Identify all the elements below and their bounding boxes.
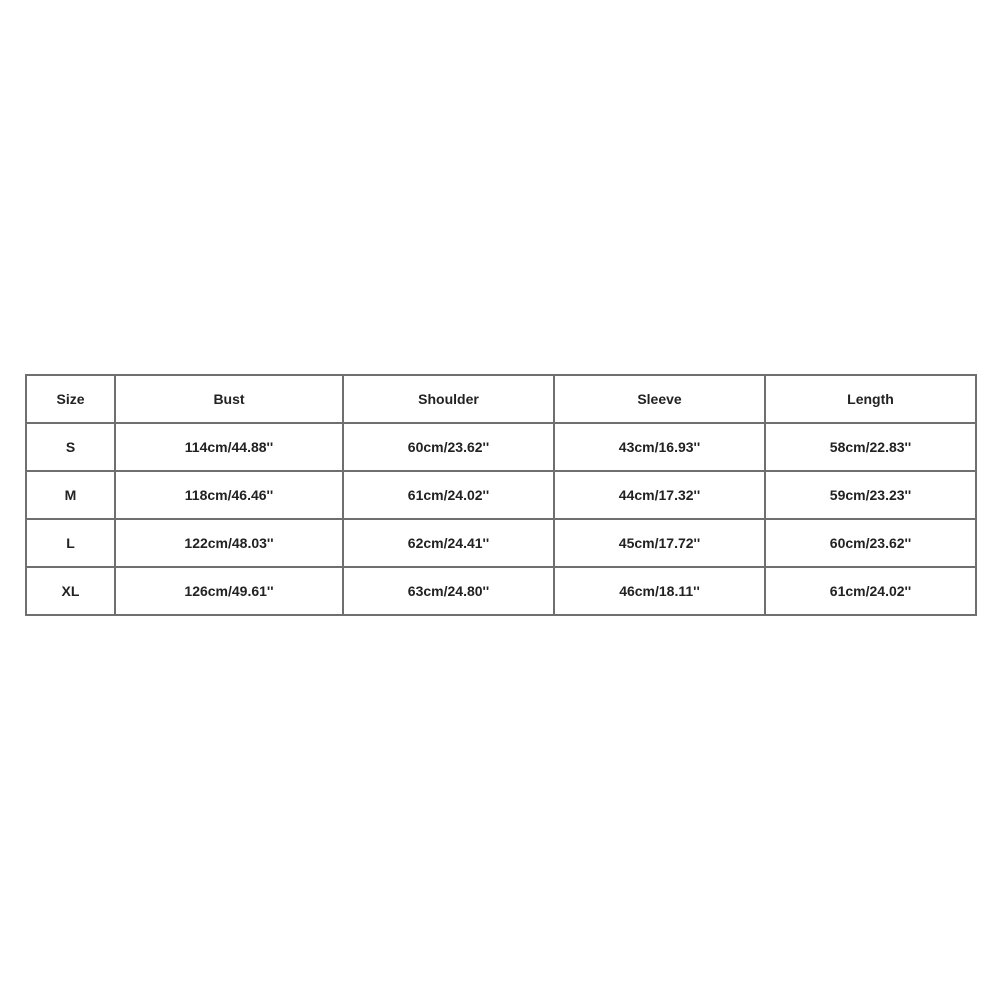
size-chart-table [25, 374, 977, 616]
header-size: Size [26, 375, 115, 423]
table-row [26, 519, 976, 567]
cell-shoulder: 62cm/24.41'' [343, 519, 554, 567]
cell-sleeve: 43cm/16.93'' [554, 423, 765, 471]
cell-size: M [26, 471, 115, 519]
cell-shoulder: 61cm/24.02'' [343, 471, 554, 519]
cell-bust: 126cm/49.61'' [115, 567, 343, 615]
cell-bust: 118cm/46.46'' [115, 471, 343, 519]
cell-length: 61cm/24.02'' [765, 567, 976, 615]
table-row [26, 471, 976, 519]
cell-bust: 122cm/48.03'' [115, 519, 343, 567]
cell-length: 59cm/23.23'' [765, 471, 976, 519]
cell-sleeve: 46cm/18.11'' [554, 567, 765, 615]
cell-size: S [26, 423, 115, 471]
header-bust: Bust [115, 375, 343, 423]
table-row [26, 567, 976, 615]
cell-size: XL [26, 567, 115, 615]
table-row [26, 423, 976, 471]
cell-shoulder: 60cm/23.62'' [343, 423, 554, 471]
header-length: Length [765, 375, 976, 423]
header-sleeve: Sleeve [554, 375, 765, 423]
header-shoulder: Shoulder [343, 375, 554, 423]
cell-length: 58cm/22.83'' [765, 423, 976, 471]
cell-sleeve: 45cm/17.72'' [554, 519, 765, 567]
cell-length: 60cm/23.62'' [765, 519, 976, 567]
cell-size: L [26, 519, 115, 567]
cell-bust: 114cm/44.88'' [115, 423, 343, 471]
cell-shoulder: 63cm/24.80'' [343, 567, 554, 615]
cell-sleeve: 44cm/17.32'' [554, 471, 765, 519]
table-header-row [26, 375, 976, 423]
